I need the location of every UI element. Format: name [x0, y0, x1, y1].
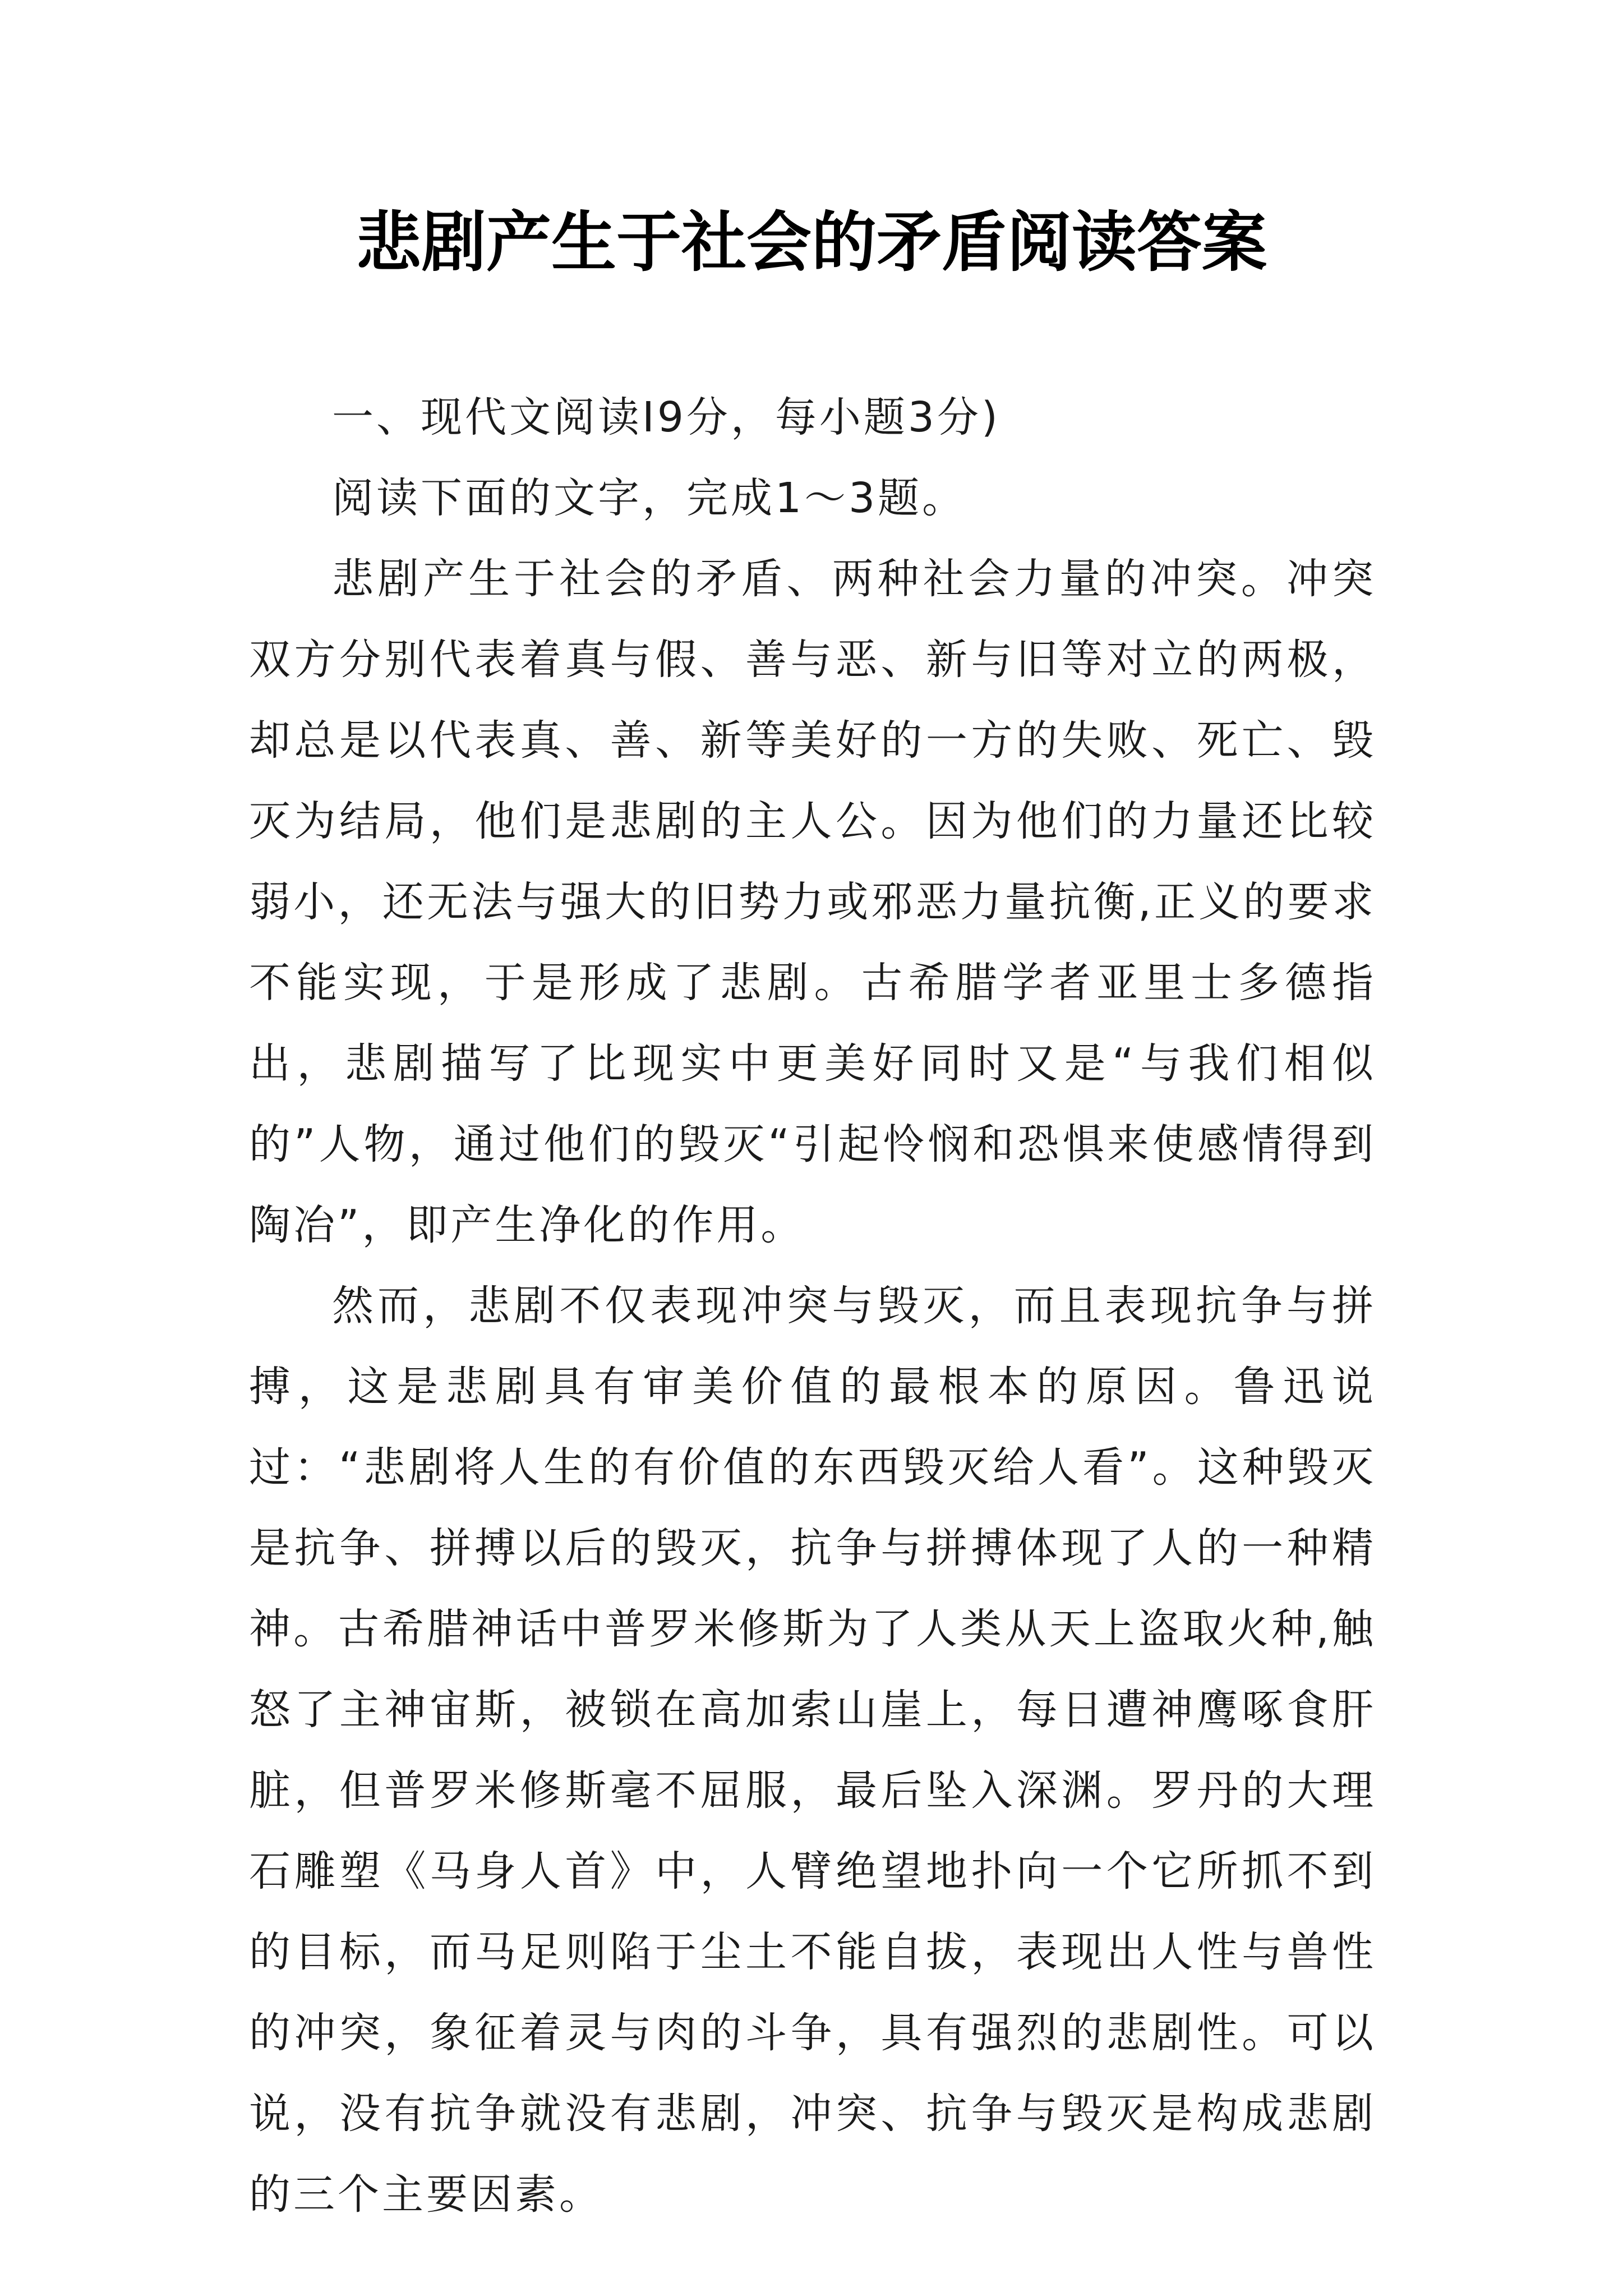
document-title: 悲剧产生于社会的矛盾阅读答案 [356, 204, 1267, 280]
document-body [249, 377, 1376, 2235]
body-paragraph-2: 然而，悲剧不仅表现冲突与毁灭，而且表现抗争与拼搏，这是悲剧具有审美价值的最根本的原因。鲁迅说过：“悲剧将人生的有价值的东西毁灭给人看”。这种毁灭是抗争、拼搏以后的毁灭，抗争与拼搏体现了人的一种精神。古希腊神话中普罗米修斯为了人类从天上盗取火种,触怒了主神宙斯，被锁在高加索山崖上，每日遭神鹰啄食肝脏，但普罗米修斯毫不屈服，最后坠入深渊。罗丹的大理石雕塑《马身人首》中，人臂绝望地扑向一个它所抓不到的目标，而马足则陷于尘土不能自拔，表现出人性与兽性的冲突，象征着灵与肉的斗争，具有强烈的悲剧性。可以说，没有抗争就没有悲剧，冲突、抗争与毁灭是构成悲剧的三个主要因素。 [249, 1282, 1376, 2219]
body-paragraph-1: 悲剧产生于社会的矛盾、两种社会力量的冲突。冲突双方分别代表着真与假、善与恶、新与旧等对立的两极，却总是以代表真、善、新等美好的一方的失败、死亡、毁灭为结局，他们是悲剧的主人公。因为他们的力量还比较弱小，还无法与强大的旧势力或邪恶力量抗衡,正义的要求不能实现，于是形成了悲剧。古希腊学者亚里士多德指出，悲剧描写了比现实中更美好同时又是“与我们相似的”人物，通过他们的毁灭“引起怜悯和恐惧来使感情得到陶冶”，即产生净化的作用。 [249, 555, 1376, 1249]
reading-instruction: 阅读下面的文字，完成1～3题。 [332, 474, 967, 522]
section-heading: 一、现代文阅读Ⅰ9分，每小题3分) [332, 393, 1000, 441]
